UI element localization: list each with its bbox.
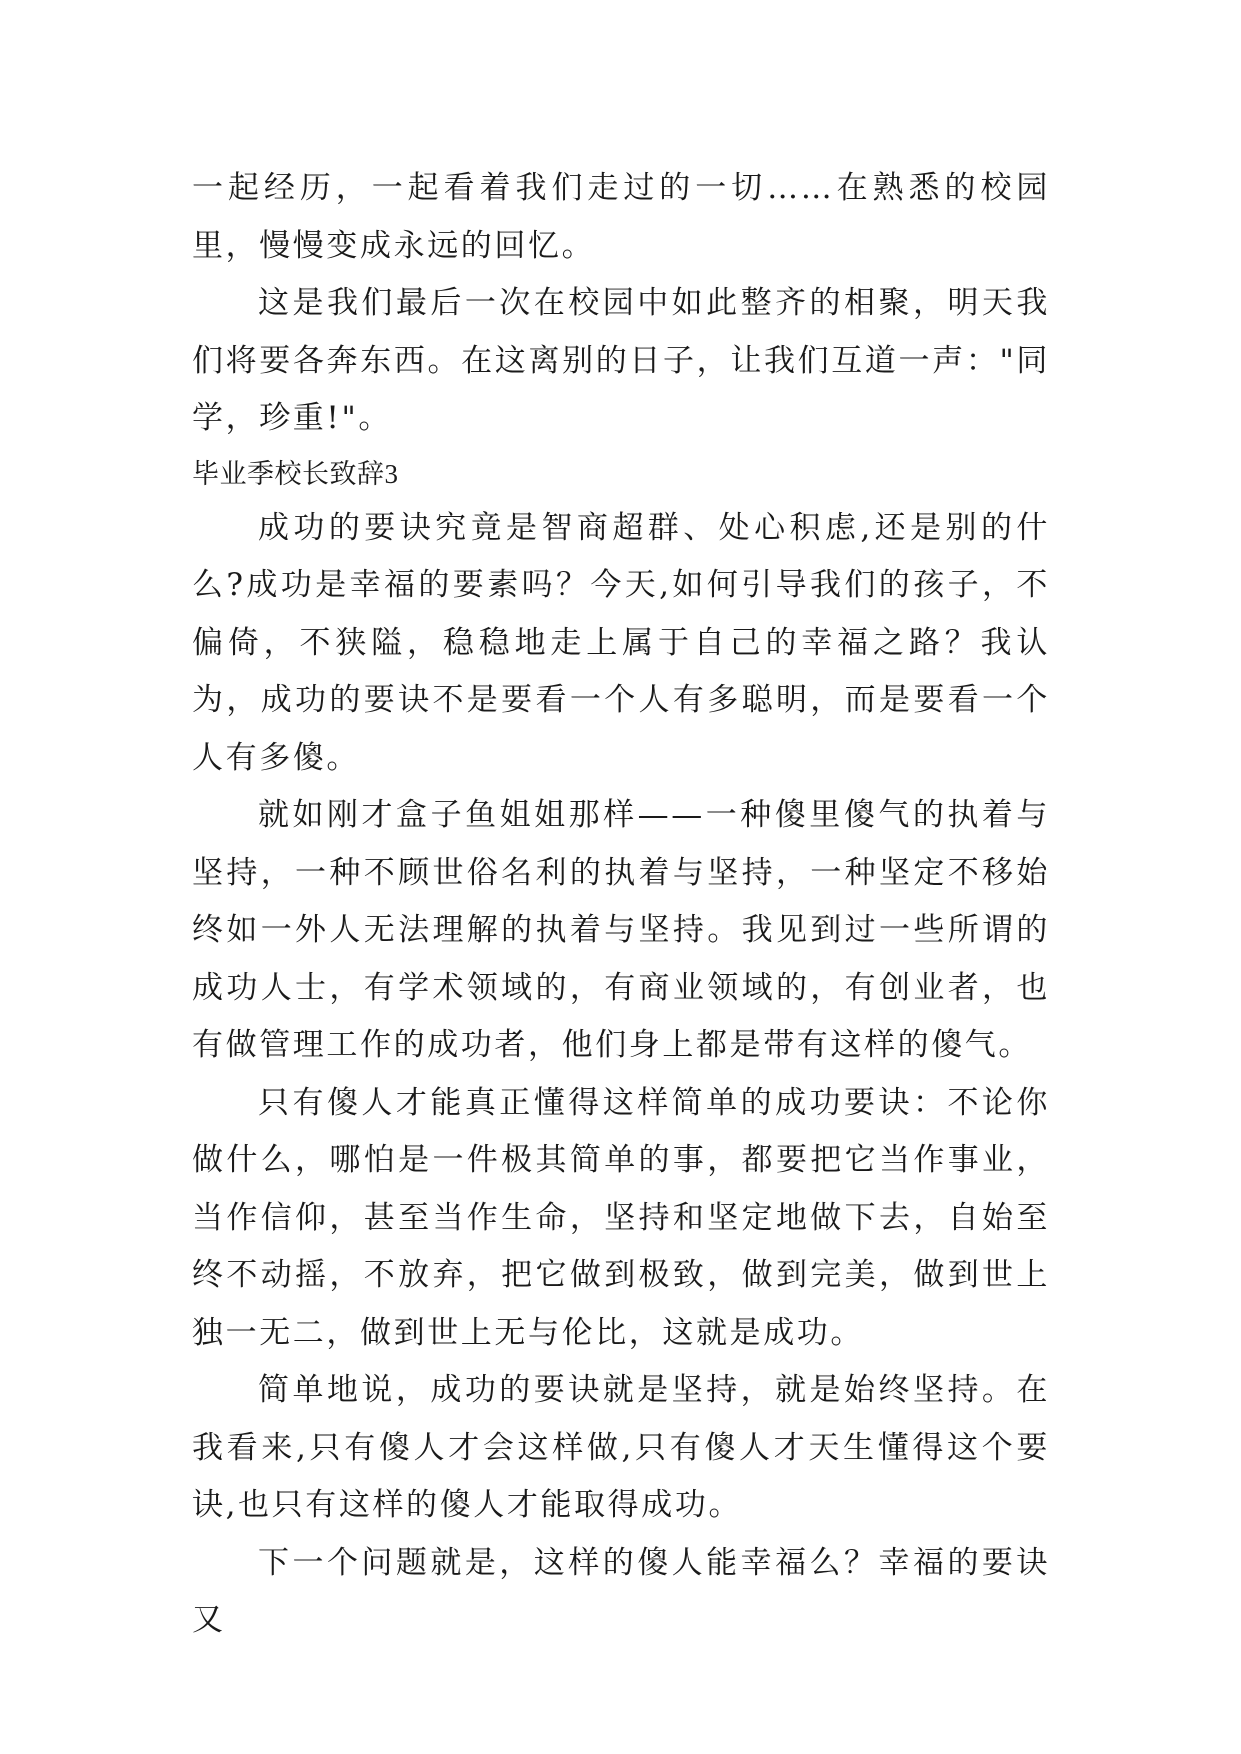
paragraph-simply-put: 简单地说，成功的要诀就是坚持，就是始终坚持。在我看来,只有傻人才会这样做,只有傻人才天生懂得这个要诀,也只有这样的傻人才能取得成功。 <box>192 1372 1050 1523</box>
section-title: 毕业季校长致辞3 <box>192 458 399 489</box>
paragraph-persistence: 就如刚才盒子鱼姐姐那样——一种傻里傻气的执着与坚持，一种不顾世俗名利的执着与坚持，一种坚定不移始终如一外人无法理解的执着与坚持。我见到过一些所谓的成功人士，有学术领域的，有商业领域的，有创业者，也有做管理工作的成功者，他们身上都是带有这样的傻气。 <box>192 797 1050 1063</box>
paragraph-next-question: 下一个问题就是，这样的傻人能幸福么？幸福的要诀又 <box>192 1544 1050 1638</box>
paragraph-farewell: 这是我们最后一次在校园中如此整齐的相聚，明天我们将要各奔东西。在这离别的日子，让我们互道一声："同学，珍重!"。 <box>192 285 1050 436</box>
paragraph-success-question: 成功的要诀究竟是智商超群、处心积虑,还是别的什么?成功是幸福的要素吗？今天,如何引导我们的孩子，不偏倚，不狭隘，稳稳地走上属于自己的幸福之路？我认为，成功的要诀不是要看一个人有多聪明，而是要看一个人有多傻。 <box>192 509 1050 776</box>
paragraph-success-secret: 只有傻人才能真正懂得这样简单的成功要诀：不论你做什么，哪怕是一件极其简单的事，都要把它当作事业，当作信仰，甚至当作生命，坚持和坚定地做下去，自始至终不动摇，不放弃，把它做到极致，做到完美，做到世上独一无二，做到世上无与伦比，这就是成功。 <box>192 1084 1050 1351</box>
document-body <box>192 160 1050 1650</box>
paragraph-continued: 一起经历，一起看着我们走过的一切……在熟悉的校园里，慢慢变成永远的回忆。 <box>192 170 1050 264</box>
